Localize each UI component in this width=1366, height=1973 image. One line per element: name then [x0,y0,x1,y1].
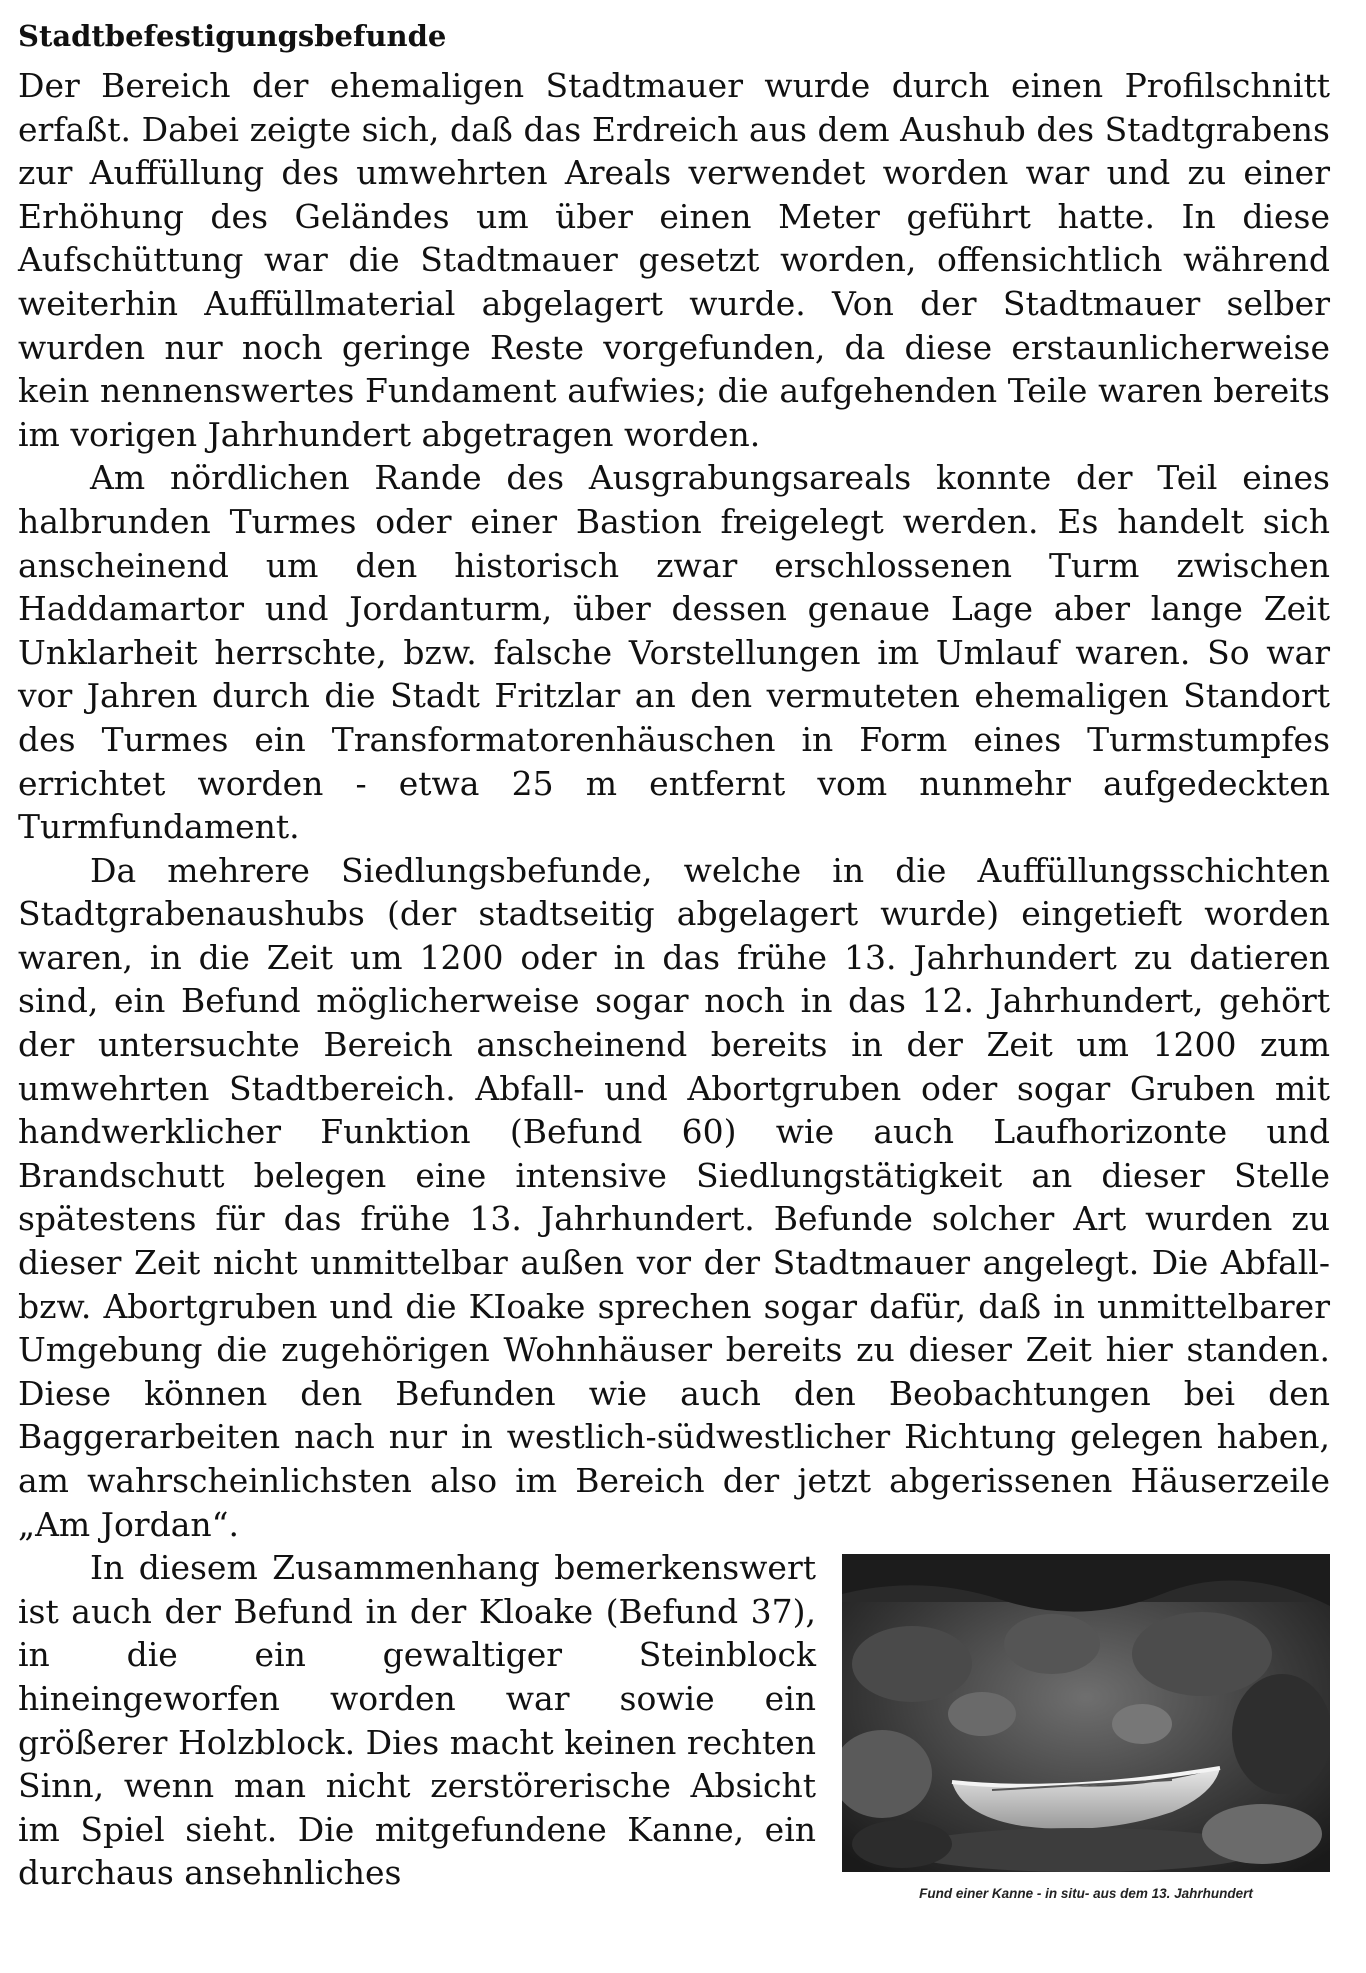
paragraph-2: Am nördlichen Rande des Ausgrabungsareals konnte der Teil eines halbrunden Turmes oder einer Bastion freigelegt werden. Es handelt sich anscheinend um den historisch zwar erschlossenen Turm zwischen Haddamartor und Jordanturm, über dessen genaue Lage aber lange Zeit Unklarheit herrschte, bzw. falsche Vorstellungen im Umlauf waren. So war vor Jahren durch die Stadt Fritzlar an den vermuteten ehemaligen Standort des Turmes ein Transformatorenhäuschen in Form eines Turmstumpfes errichtet worden - etwa 25 m entfernt vom nunmehr aufgedeckten Turmfundament. [18,458,1330,847]
paragraph-1: Der Bereich der ehemaligen Stadtmauer wurde durch einen Profilschnitt erfaßt. Dabei zeigte sich, daß das Erdreich aus dem Aushub des Stadtgrabens zur Auffüllung des umwehrten Areals verwendet worden war und zu einer Erhöhung des Geländes um über einen Meter geführt hatte. In diese Aufschüttung war die Stadtmauer gesetzt worden, offensichtlich während weiterhin Auffüllmaterial abgelagert wurde. Von der Stadtmauer selber wurden nur noch geringe Reste vorgefunden, da diese erstaunlicherweise kein nennenswertes Fundament aufwies; die aufgehenden Teile waren bereits im vorigen Jahrhundert abgetragen worden. [18,66,1330,454]
section-heading: Stadtbefestigungsbefunde [18,19,447,53]
paragraph-3: Da mehrere Siedlungsbefunde, welche in die Auffüllungsschichten Stadtgrabenaushubs (der stadtseitig abgelagert wurde) eingetieft worden waren, in die Zeit um 1200 oder in das frühe 13. Jahrhundert zu datieren sind, ein Befund möglicherweise sogar noch in das 12. Jahrhundert, gehört der untersuchte Bereich anscheinend bereits in der Zeit um 1200 zum umwehrten Stadtbereich. Abfall- und Abortgruben oder sogar Gruben mit handwerklicher Funktion (Befund 60) wie auch Laufhorizonte und Brandschutt belegen eine intensive Siedlungstätigkeit an dieser Stelle spätestens für das frühe 13. Jahrhundert. Befunde solcher Art wurden zu dieser Zeit nicht unmittelbar außen vor der Stadtmauer angelegt. Die Abfall- bzw. Abortgruben und die KIoake sprechen sogar dafür, daß in unmittelbarer Umgebung die zugehörigen Wohnhäuser bereits zu dieser Zeit hier standen. Diese können den Befunden wie auch den Beobachtungen bei den Baggerarbeiten nach nur in westlich-südwestlicher Richtung gelegen haben, am wahrscheinlichsten also im Bereich der jetzt abgerissenen Häuserzeile „Am Jordan“. [18,850,1330,1544]
excavation-photo [842,1554,1330,1872]
figure [842,1554,1330,1901]
document-page [18,14,1330,1901]
paragraph-4: In diesem Zusammenhang bemerkenswert ist auch der Befund in der Kloake (Befund 37), in die ein gewaltiger Steinblock hineingeworfen worden war sowie ein größerer Holzblock. Dies macht keinen rechten Sinn, wenn man nicht zerstörerische Absicht im Spiel sieht. Die mitgefundene Kanne, ein durchaus ansehnliches [18,1548,816,1893]
figure-caption: Fund einer Kanne - in situ- aus dem 13. Jahrhundert [919,1886,1253,1902]
